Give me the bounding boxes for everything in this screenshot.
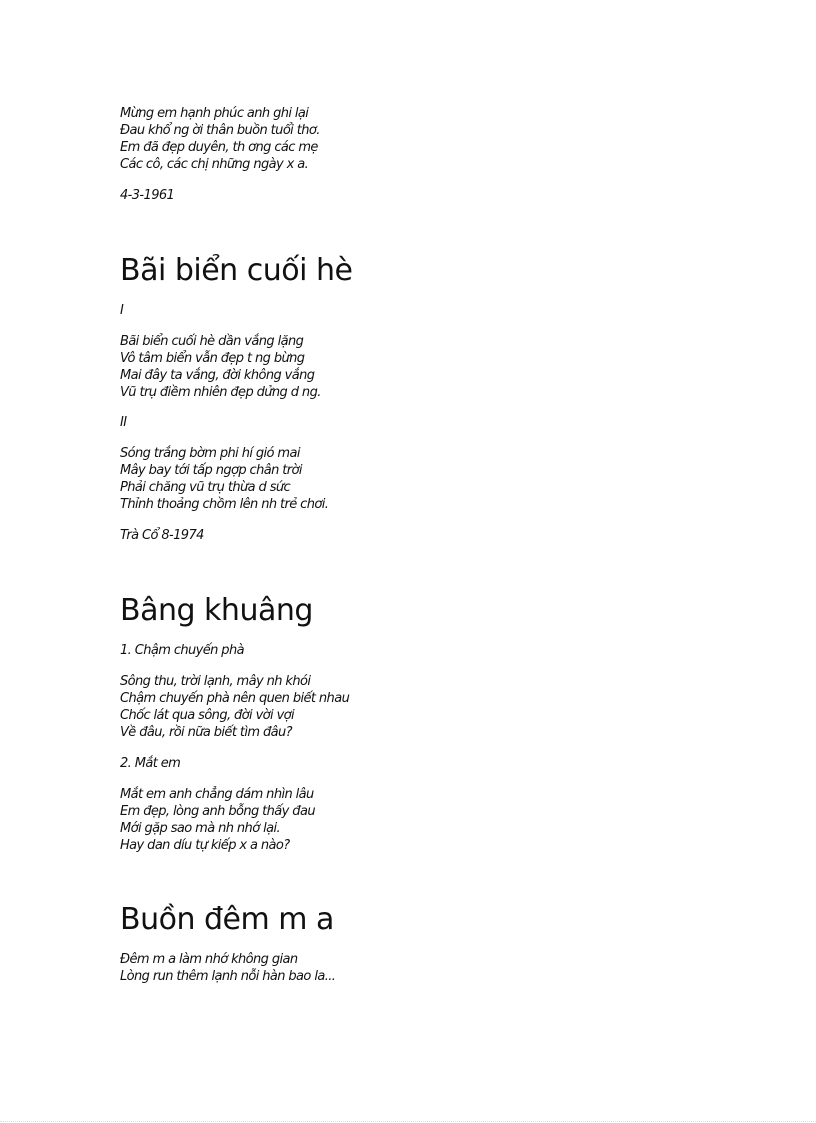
- intro-line-1: Mừng em hạnh phúc anh ghi lại: [120, 106, 309, 121]
- section-label-i: I: [120, 303, 124, 318]
- bang-khuang-s1-line-4: Về đâu, rồi nữa biết tìm đâu?: [120, 725, 292, 740]
- poem-title-buon-dem-mua: Buồn đêm m a: [120, 902, 334, 937]
- bai-bien-s1-line-1: Bãi biển cuối hè dần vắng lặng: [120, 334, 304, 349]
- bai-bien-s1-line-2: Vô tâm biển vẫn đẹp t ng bừng: [120, 351, 305, 366]
- intro-line-2: Đau khổ ng ời thân buồn tuổi thơ.: [120, 123, 320, 138]
- bang-khuang-s2-line-3: Mới gặp sao mà nh nhớ lại.: [120, 821, 281, 836]
- buon-dem-mua-line-1: Đêm m a làm nhớ không gian: [120, 952, 298, 967]
- bai-bien-place-date: Trà Cổ 8-1974: [120, 528, 204, 543]
- bai-bien-s1-line-3: Mai đây ta vắng, đời không vắng: [120, 368, 315, 383]
- bang-khuang-s1-line-2: Chậm chuyến phà nên quen biết nhau: [120, 691, 350, 706]
- section-label-cham-chuyen-pha: 1. Chậm chuyến phà: [120, 643, 244, 658]
- bang-khuang-s1-line-3: Chốc lát qua sông, đời vời vợi: [120, 708, 295, 723]
- section-label-ii: II: [120, 415, 127, 430]
- poem-title-bang-khuang: Bâng khuâng: [120, 593, 313, 628]
- bai-bien-s1-line-4: Vũ trụ điềm nhiên đẹp dửng d ng.: [120, 385, 321, 400]
- bai-bien-s2-line-3: Phải chăng vũ trụ thừa d sức: [120, 480, 291, 495]
- intro-date: 4-3-1961: [120, 188, 175, 203]
- page-bottom-divider: [0, 1121, 816, 1122]
- bang-khuang-s2-line-4: Hay dan díu tự kiếp x a nào?: [120, 838, 290, 853]
- section-label-mat-em: 2. Mắt em: [120, 756, 181, 771]
- intro-line-3: Em đã đẹp duyên, th ơng các mẹ: [120, 140, 318, 155]
- bai-bien-s2-line-2: Mây bay tới tấp ngợp chân trời: [120, 463, 302, 478]
- bai-bien-s2-line-4: Thỉnh thoảng chồm lên nh trẻ chơi.: [120, 497, 329, 512]
- bang-khuang-s1-line-1: Sông thu, trời lạnh, mây nh khói: [120, 674, 311, 689]
- bang-khuang-s2-line-1: Mắt em anh chẳng dám nhìn lâu: [120, 787, 314, 802]
- intro-line-4: Các cô, các chị những ngày x a.: [120, 157, 309, 172]
- buon-dem-mua-line-2: Lòng run thêm lạnh nỗi hàn bao la...: [120, 969, 336, 984]
- bai-bien-s2-line-1: Sóng trắng bờm phi hí gió mai: [120, 446, 300, 461]
- poem-title-bai-bien: Bãi biển cuối hè: [120, 253, 353, 288]
- bang-khuang-s2-line-2: Em đẹp, lòng anh bỗng thấy đau: [120, 804, 315, 819]
